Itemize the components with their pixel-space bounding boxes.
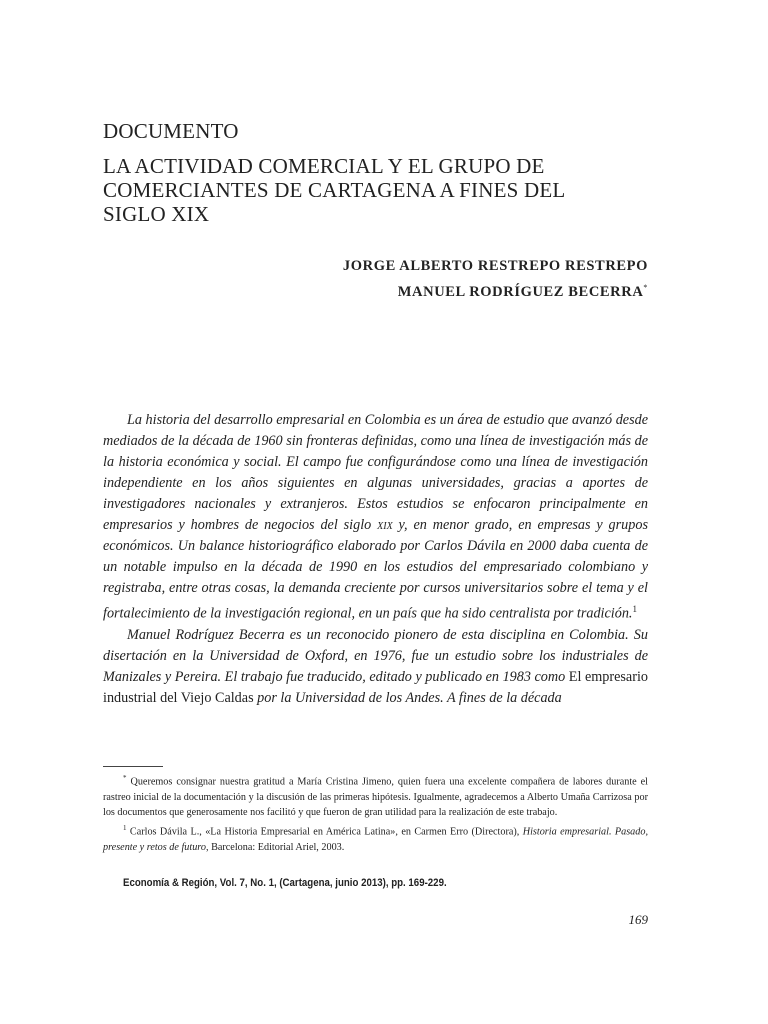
small-caps-text: xix	[377, 517, 393, 533]
footnote-text: Carlos Dávila L., «La Historia Empresarial en América Latina», en Carmen Erro (Directora),	[129, 826, 523, 838]
footnote-italic-text: Historia empresarial. Pasado, presente y retos de futuro	[103, 826, 649, 853]
author-name: JORGE ALBERTO RESTREPO RESTREPO	[342, 258, 648, 274]
footnote-text: Queremos consignar nuestra gratitud a María Cristina Jimeno, quien fuera una excelente compañera de labores durante el rastreo inicial de la documentación y la discusión de las primeras hipótesis. Igualmente, agradecemos a Alberto Umaña Carrizosa por los documentos que generosamente nos facilitó y que fueron de gran utilidad para la realización de este trabajo.	[103, 776, 648, 819]
journal-citation: Economía & Región, Vol. 7, No. 1, (Cartagena, junio 2013), pp. 169-229.	[123, 877, 447, 889]
author-name	[343, 277, 648, 303]
footnote-mark: 1	[123, 823, 127, 832]
footnote-mark: *	[123, 774, 127, 782]
paragraph-text: Manuel Rodríguez Becerra es un reconocido pionero de esta disciplina en Colombia. Su disertación en la Universidad de Oxford, en 1976, fue un estudio sobre los industriales de Manizales y Pereira. El trabajo fue traducido, editado y publicado en 1983 como	[103, 626, 648, 685]
body-paragraph	[103, 410, 648, 625]
article-title	[103, 154, 663, 226]
article-header	[103, 119, 663, 226]
author-name-text: MANUEL RODRÍGUEZ BECERRA	[397, 283, 644, 300]
footnote	[103, 821, 648, 855]
author-block	[343, 256, 648, 303]
paragraph-text: La historia del desarrollo empresarial en Colombia es un área de estudio que avanzó desde mediados de la década de 1960 sin fronteras definidas, como una línea de investigación más de la historia económica y social. El campo fue configurándose como una línea de investigación independiente en los años siguientes en algunas universidades, gracias a aportes de investigadores nacionales y extranjeros. Estos estudios se enfocaron principalmente en empresarios y hombres de negocios del siglo	[103, 412, 648, 533]
article-body	[103, 410, 648, 709]
section-label: DOCUMENTO	[103, 119, 239, 143]
footnote-text: , Barcelona: Editorial Ariel, 2003.	[205, 841, 345, 853]
footnote	[103, 771, 648, 821]
paragraph-text: y, en menor grado, en empresas y grupos económicos. Un balance historiográfico elaborado por Carlos Dávila en 2000 daba cuenta de un notable impulso en la década de 1990 en los estudios del empresariado colombiano y registraba, entre otras cosas, la demanda creciente por cursos universitarios sobre el tema y el fortalecimiento de la investigación regional, en un país que ha sido centralista por tradición.	[103, 517, 648, 622]
page-number: 169	[628, 912, 648, 927]
body-paragraph	[103, 625, 648, 709]
book-title-text: El empresario industrial del Viejo Caldas	[103, 668, 648, 706]
footnote-rule	[103, 766, 163, 767]
title-line: SIGLO XIX	[103, 202, 210, 226]
footnotes	[103, 766, 648, 855]
title-line: LA ACTIVIDAD COMERCIAL Y EL GRUPO DE	[103, 154, 545, 178]
title-line: COMERCIANTES DE CARTAGENA A FINES DEL	[103, 178, 566, 202]
paragraph-text: por la Universidad de los Andes. A fines de la década	[253, 689, 562, 706]
footnote-reference[interactable]: 1	[632, 604, 637, 614]
author-footnote-mark: *	[643, 283, 648, 292]
